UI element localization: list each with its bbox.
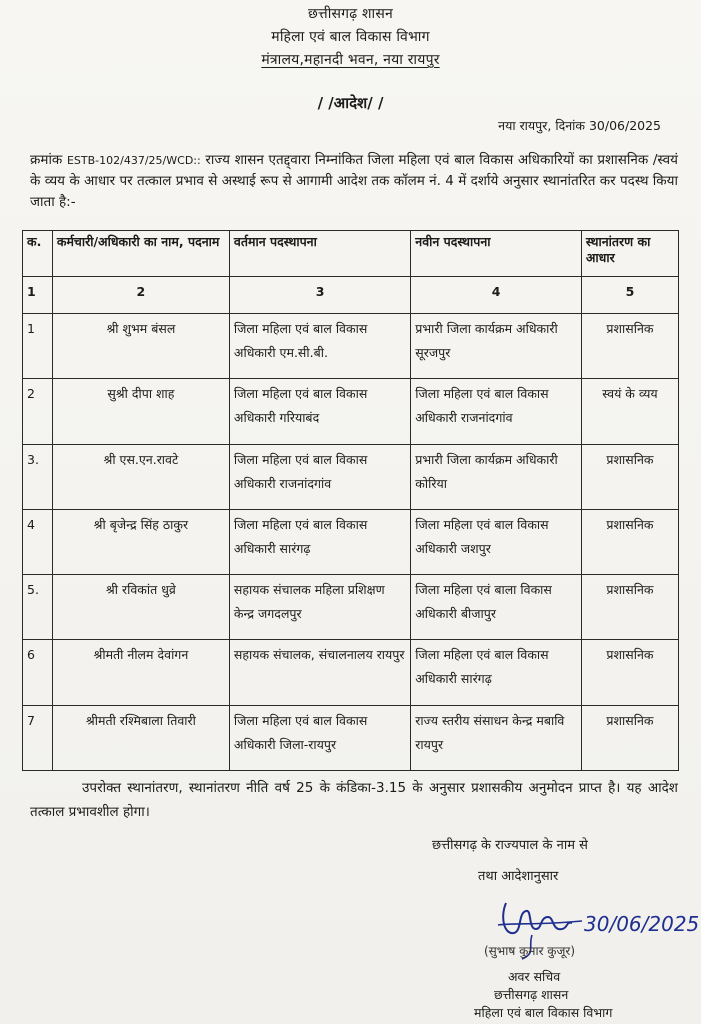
header-new-posting: नवीन पदस्थापना — [411, 231, 582, 277]
row-name: श्री बृजेन्द्र सिंह ठाकुर — [52, 509, 229, 574]
approval-note: उपरोक्त स्थानांतरण, स्थानांतरण नीति वर्ष 25 के कंडिका-3.15 के अनुसार प्रशासकीय अनुमोदन प्राप्त है। यह आदेश तत्काल प्रभावशील होगा। — [30, 780, 678, 820]
intro-paragraph — [30, 150, 678, 213]
row-name: श्री एस.एन.रावटे — [52, 444, 229, 509]
signer-department: महिला एवं बाल विकास विभाग — [474, 1005, 613, 1020]
table-row — [23, 314, 679, 379]
signature-date: 30/06/2025 — [584, 912, 700, 936]
row-current-posting: जिला महिला एवं बाल विकास अधिकारी सारंगढ़ — [229, 509, 410, 574]
table-row — [23, 379, 679, 444]
row-current-posting: जिला महिला एवं बाल विकास अधिकारी राजनांदगांव — [229, 444, 410, 509]
col-number: 1 — [23, 277, 53, 314]
row-current-posting: सहायक संचालक महिला प्रशिक्षण केन्द्र जगदलपुर — [229, 575, 410, 640]
row-current-posting: जिला महिला एवं बाल विकास अधिकारी गरियाबंद — [229, 379, 410, 444]
row-new-posting: जिला महिला एवं बाला विकास अधिकारी बीजापुर — [411, 575, 582, 640]
row-name: श्रीमती नीलम देवांगन — [52, 640, 229, 705]
col-number: 5 — [581, 277, 678, 314]
row-new-posting: प्रभारी जिला कार्यक्रम अधिकारी कोरिया — [411, 444, 582, 509]
header-address-text: मंत्रालय,महानदी भवन, नया रायपुर — [261, 52, 440, 68]
by-order-line: तथा आदेशानुसार — [478, 869, 559, 884]
table-row — [23, 640, 679, 705]
row-basis: प्रशासनिक — [581, 314, 678, 379]
row-serial: 2 — [23, 379, 53, 444]
signer-designation: अवर सचिव — [508, 969, 561, 984]
header-transfer-basis: स्थानांतरण का आधार — [581, 231, 678, 277]
row-serial: 4 — [23, 509, 53, 574]
row-basis: प्रशासनिक — [581, 509, 678, 574]
table-row — [23, 575, 679, 640]
header-current-posting: वर्तमान पदस्थापना — [229, 231, 410, 277]
col-number: 2 — [52, 277, 229, 314]
column-number-row — [23, 277, 679, 314]
header-employee: कर्मचारी/अधिकारी का नाम, पदनाम — [52, 231, 229, 277]
row-new-posting: जिला महिला एवं बाल विकास अधिकारी जशपुर — [411, 509, 582, 574]
row-name: श्रीमती रश्मिबाला तिवारी — [52, 705, 229, 770]
table-header-row — [23, 231, 679, 277]
row-name: श्री शुभम बंसल — [52, 314, 229, 379]
header-serial: क. — [23, 231, 53, 277]
transfer-table — [22, 230, 679, 771]
row-new-posting: जिला महिला एवं बाल विकास अधिकारी राजनांदगांव — [411, 379, 582, 444]
signer-name: (सुभाष कुमार कुजूर) — [484, 944, 576, 958]
row-name: सुश्री दीपा शाह — [52, 379, 229, 444]
row-serial: 7 — [23, 705, 53, 770]
table-row — [23, 705, 679, 770]
row-basis: प्रशासनिक — [581, 705, 678, 770]
intro-text: राज्य शासन एतद्द्वारा निम्नांकित जिला महिला एवं बाल विकास अधिकारियों का प्रशासनिक /स्वयं के व्यय के आधार पर तत्काल प्रभाव से अस्थाई रूप से आगामी आदेश तक कॉलम नं. 4 में दर्शाये अनुसार स्थानांतरित कर पदस्थ किया जाता है:- — [30, 152, 679, 210]
row-serial: 3. — [23, 444, 53, 509]
row-basis: प्रशासनिक — [581, 640, 678, 705]
table-row — [23, 509, 679, 574]
row-serial: 5. — [23, 575, 53, 640]
row-basis: प्रशासनिक — [581, 575, 678, 640]
col-number: 4 — [411, 277, 582, 314]
row-basis: प्रशासनिक — [581, 444, 678, 509]
header-department: महिला एवं बाल विकास विभाग — [271, 29, 430, 45]
row-name: श्री रविकांत धुव्रे — [52, 575, 229, 640]
row-current-posting: जिला महिला एवं बाल विकास अधिकारी एम.सी.बी. — [229, 314, 410, 379]
row-serial: 1 — [23, 314, 53, 379]
table-row — [23, 444, 679, 509]
order-title: / /आदेश/ / — [317, 94, 384, 112]
order-date: नया रायपुर, दिनांक 30/06/2025 — [498, 118, 661, 133]
row-serial: 6 — [23, 640, 53, 705]
header-address — [0, 50, 701, 69]
governor-name-line: छत्तीसगढ़ के राज्यपाल के नाम से — [432, 838, 588, 853]
row-new-posting: प्रभारी जिला कार्यक्रम अधिकारी सूरजपुर — [411, 314, 582, 379]
col-number: 3 — [229, 277, 410, 314]
row-basis: स्वयं के व्यय — [581, 379, 678, 444]
row-new-posting: जिला महिला एवं बाल विकास अधिकारी सारंगढ़ — [411, 640, 582, 705]
order-number-label: क्रमांक — [30, 152, 63, 168]
signer-government: छत्तीसगढ़ शासन — [494, 987, 569, 1002]
row-current-posting: जिला महिला एवं बाल विकास अधिकारी जिला-रायपुर — [229, 705, 410, 770]
row-current-posting: सहायक संचालक, संचालनालय रायपुर — [229, 640, 410, 705]
header-government: छत्तीसगढ़ शासन — [308, 6, 393, 22]
order-reference: ESTB-102/437/25/WCD:: — [66, 154, 201, 167]
row-new-posting: राज्य स्तरीय संसाधन केन्द्र मबावि रायपुर — [411, 705, 582, 770]
